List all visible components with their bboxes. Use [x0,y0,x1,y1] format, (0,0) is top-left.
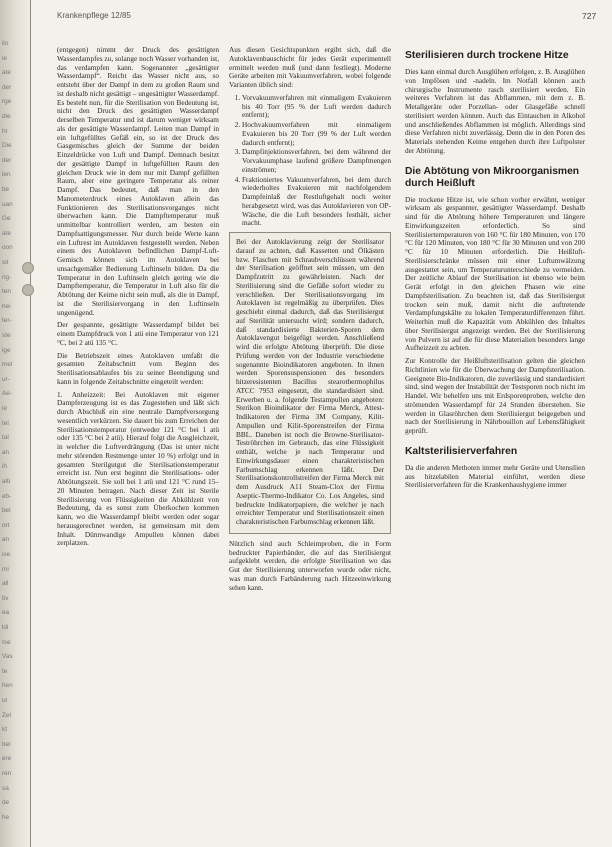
gutter-text-fragment: ten [2,288,11,296]
gutter-text-fragment: ise [2,551,11,558]
paragraph: Da die anderen Methoten immer mehr Geräte und Utensilien aus hitzelabilen Material einführt, werden diese Sterilisierverfahren für die Krankenhaushygiene immer [405,462,585,490]
gutter-text-fragment: ere [2,755,12,763]
gutter-text-fragment: Die [2,142,12,150]
section-heading: Sterilisieren durch trockene Hitze [405,50,569,61]
gutter-text-fragment: hei [2,302,11,310]
gutter-text-fragment: all [2,580,9,588]
gutter-text-fragment: he [2,813,10,821]
gutter-text-fragment: kt [2,726,7,734]
page-spine-line [30,0,31,847]
paragraph: 1. Anheizzeit: Bei Autoklaven mit eigener Dampferzeugung ist es das Zugestehen und läßt sich durch Abschluß ein eine neutrale Dampfversorgung wesentlich verkürzen. Sie dauert bis zum Erreichen der Sterilisationstemperatur (entweder 121 °C bei 1 atü oder 135 °C bei 2 atü). Hierauf folgt die Ausgleichzeit, in welcher die Luftverdrängung (Das ist unter nicht mehr störenden Restmenge unter 10 %) erfolgt und in gesamten Sterilgutgut die Sterilisationstemperatur erreicht ist. Nun erst beginnt die Sterilisations- oder Abtötungszeit. Sie soll bei 1 atü und 121 °C rund 15–20 Minuten betragen. Nach dieser Zeit ist Sterile Sterilisierung von Flüssigkeiten die Abkühlzeit von Bedeutung, da es sonst zum Überkochen kommen kann, wo die Wasserdampf bleibt werden oder sogar herausgerechnet werden, ist gemeinsam mit dem Inhalt. Dünnwandige Ampullen können dabei zerplatzen. [57,389,219,548]
column-left [57,46,219,831]
gutter-text-fragment: hen [2,682,13,690]
gutter-text-fragment: ih [2,463,7,471]
gutter-text-fragment: mel [2,361,13,369]
gutter-text-fragment: an [2,536,10,544]
gutter-text-fragment: ter- [2,317,12,325]
paragraph: Der gespannte, gesättigte Wasserdampf bildet bei einem Dampfdruck von 1 atü eine Temperatur von 121 °C, bei 2 atü 135 °C. [57,320,219,347]
paragraph: Nützlich sind auch Schleimproben, die in Form bedruckter Papierbänder, die auf das Sterilisiergut aufgeklebt werden, die erfolgte Sterilisation wo das Gut der Sterilisierung unterworfen wurde oder nicht, was man durch Farbänderung nach Hitzeeinwirkung sehen kann. [229,538,391,592]
list-item: 2. Hochvakuumverfahren mit einmaligem Evakuieren bis 20 Torr (99 % der Luft werden dadurch entfernt); [242,121,391,147]
gutter-text-fragment: sa [2,784,9,792]
gutter-text-fragment: mi [2,565,9,573]
gutter-text-fragment: ilo [2,40,9,47]
paragraph: (entgegen) nimmt der Druck des gesättigten Wasserdampfes zu, solange noch Wasser vorhanden ist, das verdampfen kann. Sogenannter „gesättigter Wasserdampf“. Reicht das Wasser nicht aus, so entsteht über der Dampf in dem zu großen Raum und ist deshalb nicht gesättigt – ungesättigter Wasserdampf. Es besteht nun, für die Sterilisation von Bedeutung ist, nicht den Druck des gesättigten Wasserdampf derselben Temperatur und ist darum weniger wirksam als der gesättigte Wasserdampf. Leiten man Dampf in ein luftgefülltes Gefäß ein, so ist der Druck des Gasgemisches gleich der Summe der beiden Einzeldrücke von Luft und Dampf. Demnach besitzt der gesättigte Dampf in luftgefüllten Raum den gleichen Druck wie in dem nur mit Dampf gefüllten Raum, aber eine geringere Temperatur als reiner Dampf. Das bedeutet, daß man in den Manometerdruck eines Autoklaven allein das Funktionieren des Sterilisationsvorganges nicht überwachen kann. Die Dampftemperatur muß unmittelbar kontrolliert werden, am besten ein Dampfsattigungsmesser. Nur durch beide Werte kann ein Luftrest im Autoklaven festgestellt werden. Neben einem des Autoklaven befindlichen Dampf-Luft-Gemisch können sich im Autoklaven bei unsachgemäßer Bedienung Luftinseln bilden. Da die Temperatur in den Luftinseln gleich gering wie die Dampftemperatur, die Temperatur in Luft also für die Abtötung der Keime nicht sein muß, als die in Dampf, ist die Sterilisiervorgang in den Luftinseln ungenügend. [57,46,219,317]
gutter-text-fragment: bel [2,507,11,515]
gutter-text-fragment: be [2,186,10,193]
gutter-text-fragment: ul [2,697,7,704]
gutter-text-fragment: Vas [2,653,13,661]
page-number: 727 [582,11,597,21]
binder-hole-icon [22,262,34,274]
gutter-text-fragment: ate [2,69,11,77]
gutter-text-fragment: der [2,83,12,91]
gutter-text-fragment: Zel [2,711,11,719]
gutter-text-fragment: Ae- [2,390,12,398]
gutter-text-fragment: ie [2,54,7,62]
gutter-text-fragment: sit [2,259,9,266]
gutter-text-fragment: ren [2,770,12,777]
list-item: 4. Fraktioniertes Vakuumverfahren, bei dem durch wiederholtes Evakuieren mit nachfolgendem Dampfeinlaß der Restluftgehalt noch weiter herabgesetzt wird, was das Autoklavieren von OP-Wäsche, die die Luft besonders festhält, sicher macht. [242,176,391,229]
gutter-text-fragment: tiv [2,594,9,602]
left-gutter-previous-page [0,0,30,847]
gutter-text-fragment: Ge [2,215,11,223]
gutter-text-fragment: ort [2,521,10,529]
paragraph: Die Betriebszeit eines Autoklaven umfaßt die gesamten Zeitabschnitt vom Beginn des Sterilisationsablaufes bis zu seiner Beendigung und kann in folgende Zeitabschnitte eingeteilt werden: [57,350,219,386]
method-list [229,94,391,228]
gutter-text-fragment: ldi [2,624,9,631]
gutter-text-fragment: ht [2,127,8,135]
section-heading: Die Abtötung von Mikroorganismen durch Heißluft [405,165,580,189]
gutter-text-fragment: ate [2,229,11,237]
gutter-text-fragment: te [2,667,8,675]
list-item: 1. Vorvakuumverfahren mit einmaligem Evakuieren bis 40 Torr (95 % der Luft werden dadurch entfernt); [242,94,391,120]
paragraph: Aus diesen Gesichtspunkten ergibt sich, daß die Autoklavenbauschicht für jedes Gerät experimentell ermittelt werden muß (und dann festliegt). Moderne Geräte arbeiten mit Vakuumverfahren, wobei folgende Varianten üblich sind: [229,46,391,89]
gutter-text-fragment: eb- [2,492,12,500]
gutter-text-fragment: tal [2,434,9,442]
gutter-text-fragment: de [2,799,10,807]
paragraph: Dies kann einmal durch Ausglühen erfolgen, z. B. Ausglühen von Impfösen und -nadeln. Im Notfall können auch chirurgische Instrumente rasch sterilisiert werden. Ein weiteres Verfahren ist das Abflammen, mit dem z. B. Metallgeräte oder Porzellan- oder Glasgefäße schnell sterilisiert werden können. Auch das Eintauchen in Alkohol und anschließendes Abflammen ist möglich. Allerdings sind diese Verfahren nicht zuverlässig. Denn die in den Poren des Materials stehenden Keime entgehen durch ihre Luftpolster der Abtötung. [405,67,585,155]
column-right [405,50,585,840]
running-head: Krankenpflege 12/85 [57,11,131,20]
binder-hole-icon [22,284,34,296]
gutter-text-fragment: rig- [2,273,12,281]
gutter-text-fragment: an [2,448,10,456]
paragraph: Bei der Autoklavierung zeigt der Sterilisator darauf zu achten, daß Kassetten und Ölkästen bzw. Flaschen mit Schraubverschlüssen während der Sterilisation geöffnet sein müssen, um den Dampfzutritt zu gewährleisten. Nach der Sterilisierung sind die Gefäße sofort wieder zu verschließen. Der Sterilisationsvorgang im Autoklaven ist regelmäßig zu überprüfen. Dies geschieht einmal dadurch, daß das Sterilisiergut auf Sterilität untersucht wird; sondern dadurch, daß standardisierte Bakterien-Sporen dem Autoklavengut beigefügt werden. Anschließend wird die erfolgte Abtötung überprüft. Die diese Prüfung werden von der Industrie verschiedene sogenannte Bioindikatoren angeboten. In ihnen werden Sporensuspensionen des besonders hitzeresistenten Bacillus stearothermophilus ATCC 7953 eingesetzt, die standardisiert sind. Erwerben u. a. folgende Testampullen angeboten: Sterikon Bioindikator der Firma Merck, Attest-Indikatoren der Firma 3M Company, Kilit-Ampullen und Kilit-Sporenstreifen der Firma BBL. Daneben ist noch die Browne-Sterilisator-Teströhrchen im Gebrauch, das eine Flüssigkeit enthält, welche je nach Temperatur und Einwirkungsdauer einen charakteristischen Farbumschlag erkennen läßt. Der Sterilisationskontrollstreifen der Firma Merck mit dem Ausdruck A11 Steam-Clox der Firma Aseptic-Thermo-Indikator Co. Los Angeles, sind bedruckte Indikatorpapiere, die welcher je nach erreichter Temperatur und Sterilisationszeit einen charakteristischen Farbumschlag erkennen läßt. [236,237,384,526]
highlight-box [229,232,391,534]
gutter-text-fragment: tel [2,419,9,427]
gutter-text-fragment: len [2,171,11,179]
gutter-text-fragment: ea [2,609,10,617]
gutter-text-fragment: bei [2,740,11,748]
gutter-text-fragment: die [2,113,11,120]
gutter-text-fragment: ste [2,332,11,339]
list-item: 3. Dampfinjektionsverfahren, bei dem während der Vorvakuumphase laufend größere Dampfmengen einströmen; [242,148,391,174]
gutter-text-fragment: rge [2,98,12,106]
paragraph: Zur Kontrolle der Heißluftsterilisation gelten die gleichen Richtlinien wie für die Überwachung der Dampfsterilisation. Geeignete Bio-Indikatoren, die zuverlässig und standardisiert sind, sind wegen der Instabilität der Testsporen noch nicht im Handel. Wir behelfen uns mit Erdsporenproben, welche den strömenden Wasserdampf für 24 Stunden überstehen. Sie werden in Glasröhrchen dem Sterilisiergut beigegeben und nach der Sterilisierung in Nährbouillon auf Lebensfähigkeit geprüft. [405,356,585,435]
gutter-text-fragment: der [2,156,12,164]
gutter-text-fragment: ige [2,346,11,354]
section-heading: Kaltsterilisierverfahren [405,445,518,457]
gutter-text-fragment: Ise [2,638,11,646]
gutter-text-fragment: oon [2,244,13,252]
gutter-text-fragment: ur- [2,375,10,383]
gutter-text-fragment: alti [2,478,11,485]
column-middle [229,46,391,831]
paragraph: Die trockene Hitze ist, wie schon vorher erwähnt, weniger wirksam als gespannter, gesättigter Wasserdampf. Deshalb sind für die Abtötung höhere Temperaturen und längere Einwirkungszeiten erforderlich. So sind Sterilisiertemperaturen von 160 °C für 180 Minuten, von 170 °C für 120 Minuten, von 180 °C für 30 Minuten und von 200 °C für 10 Minuten erforderlich. Die Heißluft-Sterilisierschränke müssen mit einer Luftumwälzung ausgestattet sein, um Temperaturunterschiede zu vermeiden. Der zeitliche Ablauf der Sterilisation ist ebenso wie beim Gerät erfolgt in den gleichen Phasen wie eine Dampfsterilisation. Zu beachten ist, daß das Sterilisiergut trocken sein muß, damit nicht die auftretende Verdampfungskälte zu lokalen Temperaturdifferenzen führt. Weiterhin muß die Kapazität vom Abkühlen des Inhaltes über Sterilisiergut angezeigt werden. Bei der Sterilisierung von Pulvern ist auf die für diese Materialien besonders lange Aufheizzeit zu achten. [405,194,585,353]
gutter-text-fragment: ie [2,405,7,412]
gutter-text-fragment: uan [2,200,13,208]
